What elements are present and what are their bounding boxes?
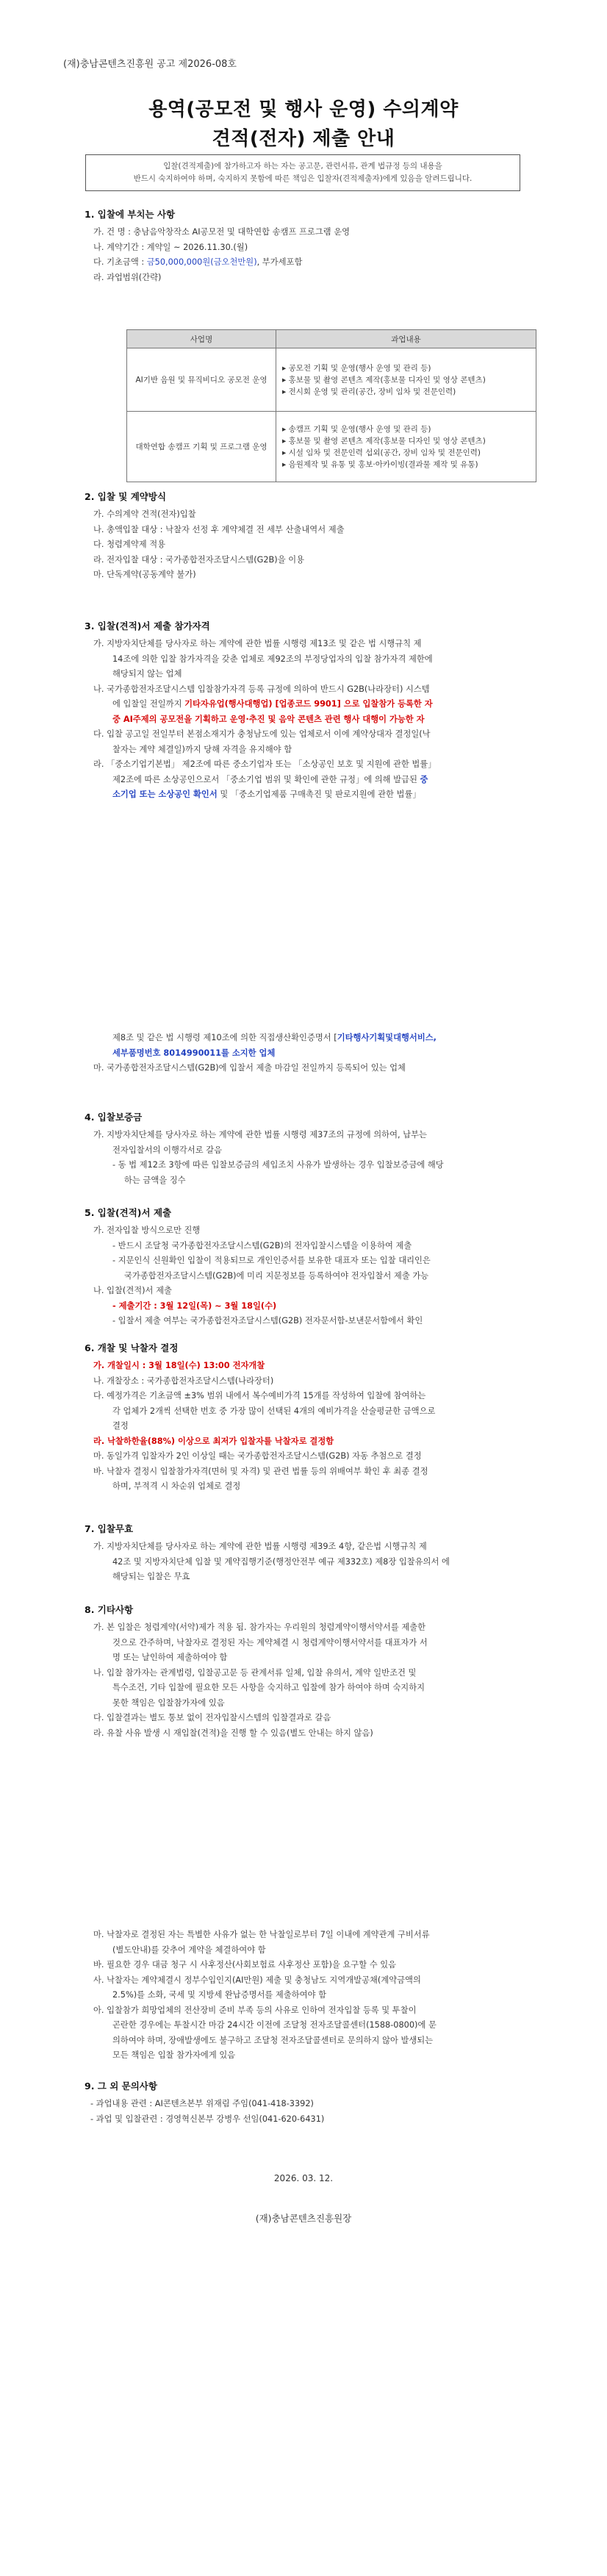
- s5-ga: 가. 전자입찰 방식으로만 진행: [93, 1226, 201, 1235]
- s5-na: 나. 입찰(견적)서 제출: [93, 1286, 172, 1295]
- s3-ra-3: [85, 787, 540, 803]
- s4-ga-1: 가. 지방자치단체를 당사자로 하는 계약에 관한 법률 시행령 제37조의 규정에 의하여, 납부는: [93, 1130, 427, 1139]
- s3-ra-2-text: 제2조에 따른 소상공인으로서 「중소기업 범위 및 확인에 관한 규정」에 의해 발급된: [112, 774, 420, 784]
- s3-ra-1: 라. 「중소기업기본법」 제2조에 따른 중소기업자 또는 「소상공인 보호 및 지원에 관한 법률」: [93, 759, 437, 769]
- s8-ma-1: 마. 낙찰자로 결정된 자는 특별한 사유가 없는 한 낙찰일로부터 7일 이내에 계약관계 구비서류: [93, 1930, 430, 1939]
- section-3-continued: [85, 1031, 540, 1076]
- contact-bidding: - 과업 및 입찰관련 : 경영혁신본부 강병우 선임(041-620-6431): [90, 2114, 325, 2124]
- s8-sa-2: 2.5%)를 소화, 국세 및 지방세 완납증명서를 제출하여야 함: [112, 1990, 327, 2000]
- submission-period: - 제출기간 : 3월 12일(목) ~ 3월 18일(수): [112, 1300, 277, 1311]
- s7-ga-2: 42조 및 지방자치단체 입찰 및 계약집행기준(행정안전부 예규 제332호) 제8장 입찰유의서 에: [112, 1556, 450, 1567]
- title-line-1: 용역(공모전 및 행사 운영) 수의계약: [148, 99, 459, 121]
- notice-number: (재)충남콘텐츠진흥원 공고 제2026-08호: [63, 59, 237, 70]
- s5-d2b: 국가종합전자조달시스템(G2B)에 미리 지문정보를 등록하여야 전자입찰서 제출 가능: [124, 1270, 429, 1281]
- section-5-heading: 5. 입찰(견적)서 제출: [85, 1207, 172, 1218]
- s3-cont-2: 세부품명번호 8014990011를 소지한 업체: [112, 1048, 276, 1058]
- s3-na-3: 중 AI주제의 공모전을 기획하고 운영·추진 및 음악 콘텐츠 관련 행사 대행이 가능한 자: [112, 714, 425, 724]
- s8-na-2: 특수조건, 기타 입찰에 필요한 모든 사항을 숙지하고 입찰에 참가 하여야 하며 숙지하지: [112, 1683, 425, 1692]
- section-9: [85, 2079, 540, 2127]
- s8-sa-1: 사. 낙찰자는 계약체결시 정부수입인지(AI만원) 제출 및 충청남도 지역개발공채(계약금액의: [93, 1975, 421, 1985]
- s8-ga-2: 것으로 간주하며, 낙찰자로 결정된 자는 계약체결 시 청렴계약이행서약서를 대표자가 서: [112, 1637, 428, 1647]
- s1-item-ra: 라. 과업범위(간략): [93, 272, 162, 282]
- s3-ra-3-text: 및 「중소기업제품 구매촉진 및 판로지원에 관한 법률」: [217, 790, 421, 799]
- section-7: [85, 1522, 540, 1585]
- scope-item: ▸ 홍보물 및 촬영 콘텐츠 제작(홍보물 디자인 및 영상 콘텐츠): [282, 375, 486, 384]
- s8-na-1: 나. 입찰 참가자는 관계법령, 입찰공고문 등 관계서류 일체, 입찰 유의서, 계약 일반조건 및: [93, 1667, 417, 1678]
- s3-ra-2-highlight: 중: [420, 774, 428, 784]
- section-2: [85, 490, 540, 583]
- s1-item-ga: 가. 건 명 : 충남음악창작소 AI공모전 및 대학연합 송캠프 프로그램 운영: [93, 227, 351, 237]
- scope-item: ▸ 시설 임차 및 전문인력 섭외(공간, 장비 임차 및 전문인력): [282, 448, 481, 457]
- s3-product-category: 기타행사기획및대행서비스,: [337, 1033, 437, 1042]
- table-cell-scope: [276, 412, 536, 482]
- s3-na-2-text: 에 입찰일 전일까지: [112, 699, 185, 709]
- issuer-name: (재)충남콘텐츠진흥원장: [255, 2213, 352, 2224]
- s6-da-2: 각 업체가 2개씩 선택한 번호 중 가장 많이 선택된 4개의 예비가격을 산술평균한 금액으로: [112, 1406, 436, 1416]
- s8-ma-2: (별도안내)를 갖추어 계약을 체결하여야 함: [112, 1944, 266, 1955]
- s3-cont-text: 제8조 및 같은 법 시행령 제10조에 의한 직접생산확인증명서 [: [112, 1033, 337, 1042]
- table-row: [127, 412, 536, 482]
- s8-ba: 바. 필요한 경우 대금 청구 시 사후정산(사회보험료 사후정산 포함)을 요구할 수 있음: [93, 1960, 397, 1969]
- s2-item-ma: 마. 단독계약(공동계약 불가): [93, 570, 196, 579]
- intro-line-1: 입찰(견적제출)에 참가하고자 하는 자는 공고문, 관련서류, 관계 법규정 등의 내용을: [163, 162, 442, 171]
- s1-da-label: 다. 기초금액 :: [93, 257, 147, 267]
- s8-a-2: 곤란한 경우에는 투찰시간 마감 24시간 이전에 조달청 전자조달콜센터(1588-0800)에 문: [112, 2020, 437, 2030]
- scope-item: ▸ 전시회 운영 및 관리(공간, 장비 임차 및 전문인력): [282, 387, 456, 396]
- s1-item-na: 나. 계약기간 : 계약일 ~ 2026.11.30.(월): [93, 242, 248, 252]
- s5-d2: - 지문인식 신원확인 입찰이 적용되므로 개인인증서를 보유한 대표자 또는 입찰 대리인은: [112, 1256, 431, 1265]
- section-8-heading: 8. 기타사항: [85, 1604, 134, 1615]
- s3-na-1: 나. 국가종합전자조달시스템 입찰참가자격 등록 규정에 의하여 반드시 G2B(나라장터) 시스템: [93, 684, 430, 694]
- intro-box: [85, 154, 520, 191]
- table-header-project: 사업명: [127, 330, 276, 348]
- s5-d1: - 반드시 조달청 국가종합전자조달시스템(G2B)의 전자입찰시스템을 이용하여 제출: [112, 1240, 412, 1251]
- table-cell-project: 대학연합 송캠프 기획 및 프로그램 운영: [127, 412, 276, 482]
- section-1: [85, 207, 540, 285]
- s3-ga-3: 해당되지 않는 업체: [112, 669, 182, 679]
- s3-ga-1: 가. 지방자치단체를 당사자로 하는 계약에 관한 법률 시행령 제13조 및 같은 법 시행규칙 제: [93, 639, 422, 648]
- scope-item: ▸ 공모전 기획 및 운영(행사 운영 및 관리 등): [282, 363, 431, 373]
- opening-datetime: 가. 개찰일시 : 3월 18일(수) 13:00 전자개찰: [93, 1361, 265, 1370]
- s7-ga-3: 해당되는 입찰은 무효: [112, 1572, 190, 1581]
- s6-da-1: 다. 예정가격은 기초금액 ±3% 범위 내에서 복수예비가격 15개를 작성하여 입찰에 참여하는: [93, 1391, 426, 1400]
- s3-cont-1: [85, 1031, 540, 1046]
- s4-ga-4: 하는 금액을 징수: [124, 1175, 186, 1185]
- section-3-heading: 3. 입찰(견적)서 제출 참가자격: [85, 620, 210, 632]
- s3-business-code: 기타자유업(행사대행업) [업종코드 9901] 으로 입찰참가 등록한 자: [184, 699, 433, 709]
- s3-na-2: [85, 697, 540, 712]
- s4-ga-2: 전자입찰서의 이행각서로 갈음: [112, 1145, 223, 1155]
- s8-ga-3: 명 또는 날인하여 제출하여야 함: [112, 1653, 228, 1662]
- lower-limit-rate: 라. 낙찰하한율(88%) 이상으로 최저가 입찰자를 낙찰자로 결정함: [93, 1436, 334, 1446]
- s6-da-3: 결정: [112, 1421, 129, 1431]
- section-5: [85, 1206, 540, 1329]
- s5-d4: - 입찰서 제출 여부는 국가종합전자조달시스템(G2B) 전자문서함-보낸문서함에서 확인: [112, 1316, 423, 1325]
- s3-ga-2: 14조에 의한 입찰 참가자격을 갖춘 업체로 제92조의 부정당업자의 입찰 참가자격 제한에: [112, 654, 433, 664]
- section-6-heading: 6. 개찰 및 낙찰자 결정: [85, 1342, 179, 1353]
- s3-da-1: 다. 입찰 공고일 전일부터 본점소재지가 충청남도에 있는 업체로서 이에 계약상대자 결정일(낙: [93, 729, 431, 739]
- table-header-scope: 과업내용: [276, 330, 536, 348]
- s2-item-ga: 가. 수의계약 견적(전자)입찰: [93, 509, 196, 519]
- s1-item-da: [93, 255, 540, 271]
- s7-ga-1: 가. 지방자치단체를 당사자로 하는 계약에 관한 법률 시행령 제39조 4항, 같은법 시행규칙 제: [93, 1542, 427, 1551]
- contact-scope: - 과업내용 관련 : AI콘텐츠본부 위재림 주임(041-418-3392): [90, 2099, 314, 2108]
- s8-a-1: 아. 입찰참가 희망업체의 전산장비 준비 부족 등의 사유로 인하여 전자입찰 등록 및 투찰이: [93, 2005, 417, 2015]
- section-4: [85, 1110, 540, 1188]
- s3-ma: 마. 국가종합전자조달시스템(G2B)에 입찰서 제출 마감일 전일까지 등록되어 있는 업체: [93, 1063, 406, 1073]
- s8-da: 다. 입찰결과는 별도 통보 없이 전자입찰시스템의 입찰결과로 갈음: [93, 1713, 331, 1722]
- section-6: [85, 1341, 540, 1495]
- section-8-continued: [85, 1928, 540, 2064]
- section-3: [85, 619, 540, 803]
- s6-na: 나. 개찰장소 : 국가종합전자조달시스템(나라장터): [93, 1375, 274, 1386]
- scope-item: ▸ 홍보물 및 촬영 콘텐츠 제작(홍보물 디자인 및 영상 콘텐츠): [282, 436, 486, 446]
- s8-ra: 라. 유찰 사유 발생 시 재입찰(견적)을 진행 할 수 있음(별도 안내는 하지 않음): [93, 1728, 373, 1738]
- title-line-2: 견적(전자) 제출 안내: [212, 128, 395, 150]
- s1-da-vat: , 부가세포함: [256, 257, 303, 267]
- scope-table: [126, 329, 536, 482]
- s3-ra-2: [85, 773, 540, 788]
- table-cell-scope: [276, 348, 536, 412]
- s8-ga-1: 가. 본 입찰은 청렴계약(서약)제가 적용 됨. 참가자는 우리원의 청렴계약이행서약서를 제출한: [93, 1622, 426, 1632]
- s4-ga-3: - 동 법 제12조 3항에 따른 입찰보증금의 세입조치 사유가 발생하는 경우 입찰보증금에 해당: [112, 1160, 444, 1170]
- s8-na-3: 못한 책임은 입찰참가자에 있음: [112, 1697, 225, 1708]
- intro-line-2: 반드시 숙지하여야 하며, 숙지하지 못함에 따른 책임은 입찰자(견적제출자)에게 있음을 알려드립니다.: [133, 174, 473, 183]
- s2-item-na: 나. 총액입찰 대상 : 낙찰자 선정 후 계약체결 전 세부 산출내역서 제출: [93, 524, 345, 534]
- table-cell-project: AI기반 음원 및 뮤직비디오 공모전 운영: [127, 348, 276, 412]
- scope-item: ▸ 송캠프 기획 및 운영(행사 운영 및 관리 등): [282, 424, 431, 434]
- s6-ma: 마. 동일가격 입찰자가 2인 이상일 때는 국가종합전자조달시스템(G2B) 자동 추첨으로 결정: [93, 1451, 422, 1461]
- s6-ba-2: 하며, 부적격 시 차순위 업체로 결정: [112, 1481, 241, 1491]
- scope-item: ▸ 음원제작 및 유통 및 홍보·아카이빙(결과물 제작 및 유통): [282, 459, 478, 469]
- notice-date: 2026. 03. 12.: [273, 2173, 334, 2183]
- s2-item-da: 다. 청렴계약제 적용: [93, 540, 166, 549]
- s6-ba-1: 바. 낙찰자 결정시 입찰참가자격(면허 및 자격) 및 관련 법률 등의 위배여부 확인 후 최종 결정: [93, 1466, 428, 1476]
- s8-a-3: 의하여야 하며, 장애발생에도 불구하고 조달청 전자조달콜센터로 문의하지 않아 발생되는: [112, 2035, 434, 2045]
- s8-a-4: 모든 책임은 입찰 참가자에게 있음: [112, 2050, 236, 2060]
- section-8: [85, 1603, 540, 1741]
- section-7-heading: 7. 입찰무효: [85, 1523, 134, 1534]
- s2-item-ra: 라. 전자입찰 대상 : 국가종합전자조달시스템(G2B)을 이용: [93, 554, 305, 565]
- section-4-heading: 4. 입찰보증금: [85, 1112, 143, 1123]
- table-row: [127, 348, 536, 412]
- s3-sme-certificate: 소기업 또는 소상공인 확인서: [112, 790, 218, 799]
- section-1-heading: 1. 입찰에 부치는 사항: [85, 209, 176, 220]
- s3-da-2: 찰자는 계약 체결일)까지 당해 자격을 유지해야 함: [112, 744, 292, 754]
- section-2-heading: 2. 입찰 및 계약방식: [85, 491, 167, 502]
- section-9-heading: 9. 그 외 문의사항: [85, 2081, 157, 2092]
- base-amount: 금50,000,000원(금오천만원): [146, 257, 257, 267]
